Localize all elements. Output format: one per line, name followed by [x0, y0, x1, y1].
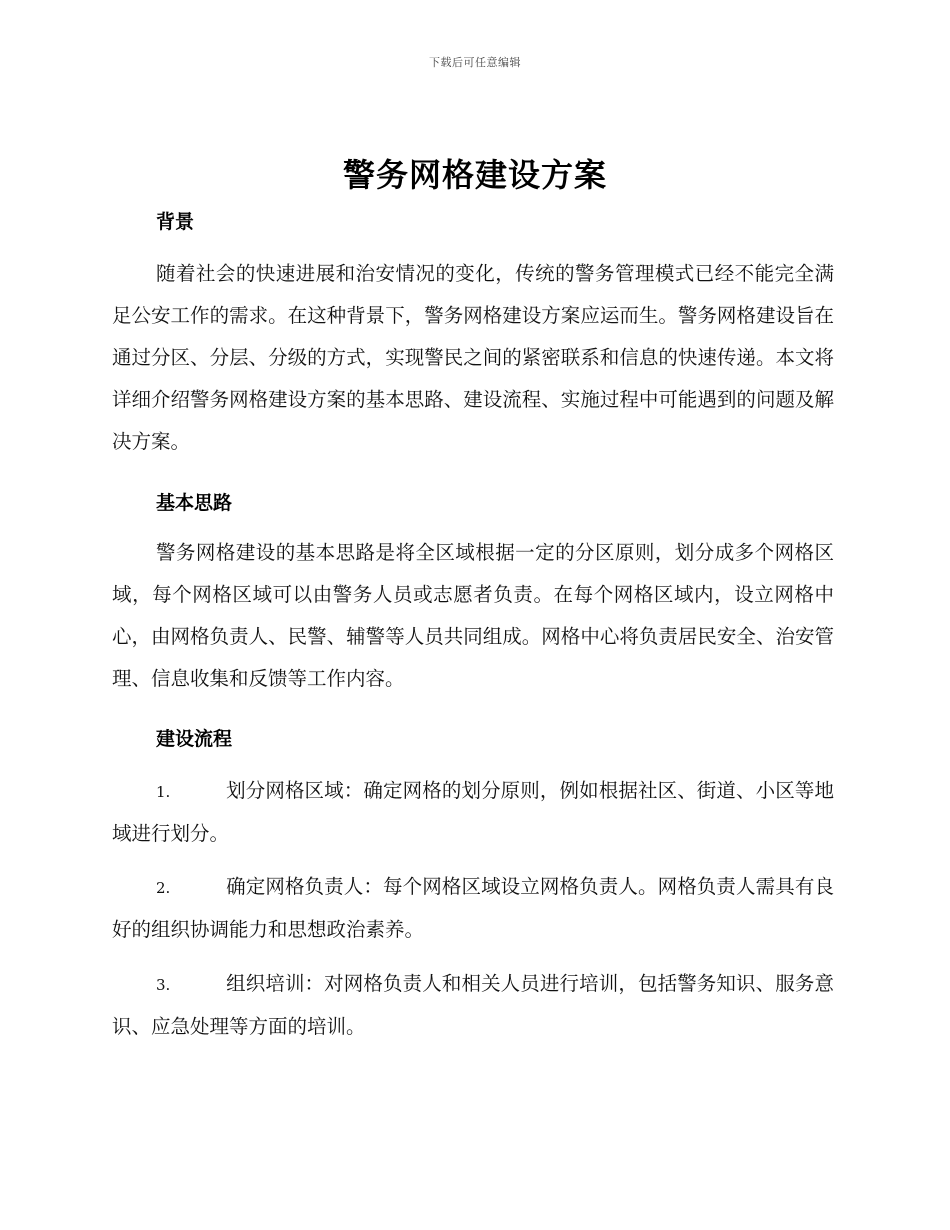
paragraph-background: 随着社会的快速进展和治安情况的变化，传统的警务管理模式已经不能完全满足公安工作的需求。在这种背景下，警务网格建设方案应运而生。警务网格建设旨在通过分区、分层、分级的方式，实现警民之间的紧密联系和信息的快速传递。本文将详细介绍警务网格建设方案的基本思路、建设流程、实施过程中可能遇到的问题及解决方案。 — [112, 262, 834, 453]
paragraph-basic-approach: 警务网格建设的基本思路是将全区域根据一定的分区原则，划分成多个网格区域，每个网格区域可以由警务人员或志愿者负责。在每个网格区域内，设立网格中心，由网格负责人、民警、辅警等人员共同组成。网格中心将负责居民安全、治安管理、信息收集和反馈等工作内容。 — [112, 541, 834, 690]
document-title: 警务网格建设方案 — [342, 156, 607, 194]
list-item-number: 3. — [156, 976, 171, 994]
section-heading-construction-process: 建设流程 — [156, 728, 233, 750]
list-item-text: 划分网格区域：确定网格的划分原则，例如根据社区、街道、小区等地域进行划分。 — [112, 779, 834, 845]
list-item — [112, 866, 834, 951]
list-item — [112, 770, 834, 855]
list-item-text: 确定网格负责人：每个网格区域设立网格负责人。网格负责人需具有良好的组织协调能力和思想政治素养。 — [112, 875, 834, 941]
header-note: 下载后可任意编辑 — [429, 56, 521, 69]
list-item-text: 组织培训：对网格负责人和相关人员进行培训，包括警务知识、服务意识、应急处理等方面的培训。 — [112, 972, 834, 1038]
section-heading-basic-approach: 基本思路 — [156, 492, 233, 514]
list-item-number: 2. — [156, 879, 171, 897]
section-heading-background: 背景 — [156, 211, 195, 233]
list-item-number: 1. — [156, 783, 171, 801]
list-item — [112, 963, 834, 1048]
